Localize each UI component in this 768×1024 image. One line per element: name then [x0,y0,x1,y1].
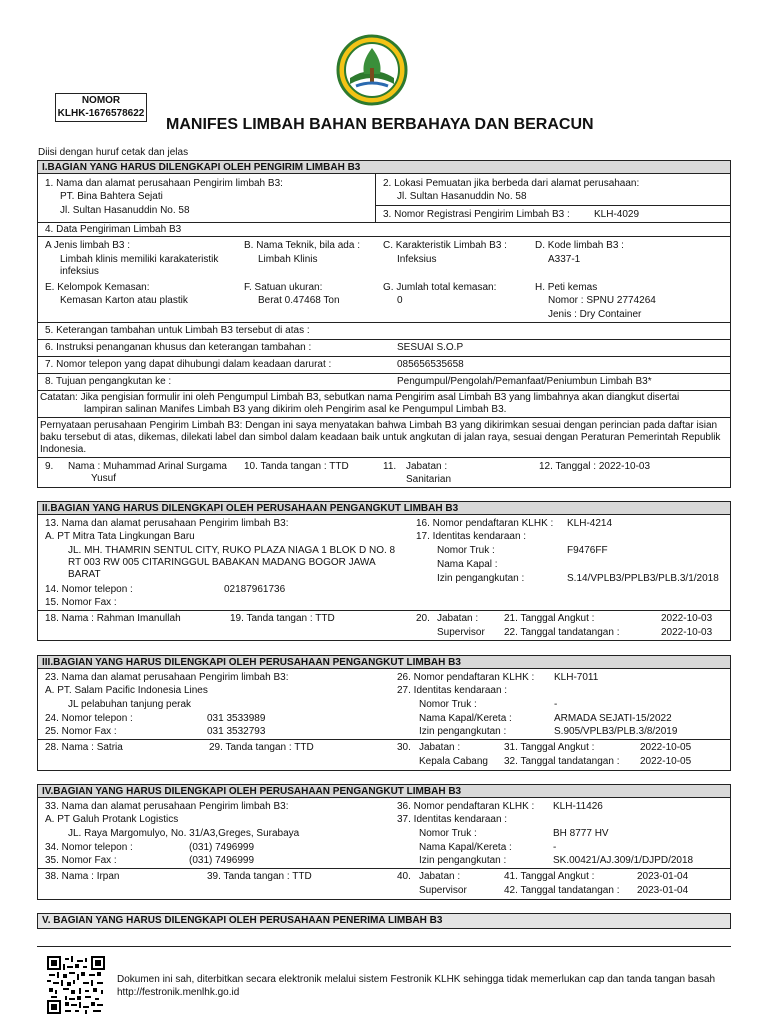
qr-code-icon [47,956,105,1014]
section-3-heading: III.BAGIAN YANG HARUS DILENGKAPI OLEH PERUSAHAAN PENGANGKUT LIMBAH B3 [37,655,731,669]
s2-n18: 18. Nama : Rahman Imanullah [45,613,181,624]
s3-n25-label: 25. Nomor Fax : [45,726,117,737]
s3-n30-num: 30. [397,742,411,753]
s1-n11-value: Sanitarian [406,474,452,485]
s3-izin-value: S.905/VPLB3/PLB.3/8/2019 [554,726,678,737]
s3-n31-value: 2022-10-05 [640,742,692,753]
s2-n14-label: 14. Nomor telepon : [45,584,133,595]
s3-truk-value: - [554,699,558,710]
s1-h-jenis: Jenis : Dry Container [548,309,642,320]
s1-item3-value: KLH-4029 [594,209,640,220]
s2-n19: 19. Tanda tangan : TTD [230,613,335,624]
s1-n9-num: 9. [45,461,54,472]
s2-n21-value: 2022-10-03 [661,613,713,624]
s1-d-value: A337-1 [548,254,581,265]
s3-n24-label: 24. Nomor telepon : [45,713,133,724]
s4-n38: 38. Nama : Irpan [45,871,120,882]
s4-n42: 42. Tanggal tandatangan : [504,885,620,896]
s1-item1-name: PT. Bina Bahtera Sejati [60,191,163,202]
s3-izin-label: Izin pengangkutan : [419,726,507,737]
s3-n32-value: 2022-10-05 [640,756,692,767]
s1-c-label: C. Karakteristik Limbah B3 : [383,240,507,251]
klhk-emblem-icon [336,34,408,106]
section-1-heading: I.BAGIAN YANG HARUS DILENGKAPI OLEH PENGIRIM LIMBAH B3 [37,160,731,174]
s4-n40-value: Supervisor [419,885,467,896]
s1-statement: Pernyataan perusahaan Pengirim Limbah B3: Dengan ini saya menyatakan bahwa Limbah B3 yang dikirimkan sesuai dengan perincian pada daftar isian baku tersebut di atas, dikemas, dilekati label dan simbol dalam keadaan baik untuk angkutan di jalan raya, sesuai dengan Peraturan Pemerintah Republik Indonesia. [40,420,721,455]
s1-item7-value: 085656535658 [397,359,464,370]
s1-b-value: Limbah Klinis [258,254,318,265]
s1-g-label: G. Jumlah total kemasan: [383,282,497,293]
s3-company-name: A. PT. Salam Pacific Indonesia Lines [45,685,208,696]
s1-h-label: H. Peti kemas [535,282,598,293]
s2-izin-label: Izin pengangkutan : [437,573,525,584]
s4-n39: 39. Tanda tangan : TTD [207,871,312,882]
s3-company-address: JL pelabuhan tanjung perak [68,699,192,710]
s4-n41: 41. Tanggal Angkut : [504,871,595,882]
s1-item8-value: Pengumpul/Pengolah/Pemanfaat/Peniumbun Limbah B3* [397,376,652,387]
s4-company-address: JL. Raya Margomulyo, No. 31/A3,Greges, Surabaya [68,828,300,839]
s3-n27-label: 27. Identitas kendaraan : [397,685,508,696]
s4-n41-value: 2023-01-04 [637,871,689,882]
nomor-value: KLHK-1676578622 [57,108,145,119]
s4-n35-value: (031) 7496999 [189,855,255,866]
s1-n9-name-line1: Nama : Muhammad Arinal Surgama [68,461,227,472]
s4-truk-label: Nomor Truk : [419,828,477,839]
s4-n36-value: KLH-11426 [553,801,603,812]
s2-kapal-label: Nama Kapal : [437,559,498,570]
nomor-label: NOMOR [81,95,121,106]
s1-f-label: F. Satuan ukuran: [244,282,323,293]
s1-item3-label: 3. Nomor Registrasi Pengirim Limbah B3 : [383,209,570,220]
s2-n16-value: KLH-4214 [567,518,613,529]
s2-n21: 21. Tanggal Angkut : [504,613,595,624]
s2-n13: 13. Nama dan alamat perusahaan Pengirim limbah B3: [45,518,289,529]
s3-n23: 23. Nama dan alamat perusahaan Pengirim limbah B3: [45,672,289,683]
s1-item1-address: Jl. Sultan Hasanuddin No. 58 [60,205,190,216]
s4-n33: 33. Nama dan alamat perusahaan Pengirim limbah B3: [45,801,289,812]
section-2-heading: II.BAGIAN YANG HARUS DILENGKAPI OLEH PERUSAHAAN PENGANGKUT LIMBAH B3 [37,501,731,515]
s3-kapal-value: ARMADA SEJATI-15/2022 [554,713,672,724]
page-title: MANIFES LIMBAH BAHAN BERBAHAYA DAN BERACUN [166,116,594,133]
s3-n30-label: Jabatan : [419,742,461,753]
s1-catatan-line1: Catatan: Jika pengisian formulir ini oleh Pengumpul Limbah B3, sebutkan nama Pengirim asal Limbah B3 yang limbahnya akan diangkut disertai [40,392,680,403]
s3-n24-value: 031 3533989 [207,713,266,724]
s1-item1-label: 1. Nama dan alamat perusahaan Pengirim limbah B3: [45,178,283,189]
s1-item7-label: 7. Nomor telepon yang dapat dihubungi dalam keadaan darurat : [45,359,332,370]
s1-n11-label: Jabatan : [406,461,448,472]
s3-n29: 29. Tanda tangan : TTD [209,742,314,753]
s4-n35-label: 35. Nomor Fax : [45,855,117,866]
s3-n32: 32. Tanggal tandatangan : [504,756,620,767]
s2-n14-value: 02187961736 [224,584,286,595]
s1-e-label: E. Kelompok Kemasan: [45,282,150,293]
s1-item6-value: SESUAI S.O.P [397,342,464,353]
s2-n22: 22. Tanggal tandatangan : [504,627,620,638]
s3-n25-value: 031 3532793 [207,726,266,737]
s4-kapal-label: Nama Kapal/Kereta : [419,842,512,853]
s4-n40-num: 40. [397,871,411,882]
nomor-box [55,93,147,122]
footer-text: Dokumen ini sah, diterbitkan secara elektronik melalui sistem Festronik KLHK sehingga tidak memerlukan cap dan tanda tangan basah http://festronik.menlhk.go.id [117,974,716,998]
s1-item2-label: 2. Lokasi Pemuatan jika berbeda dari alamat perusahaan: [383,178,640,189]
s4-kapal-value: - [553,842,557,853]
s4-izin-label: Izin pengangkutan : [419,855,507,866]
s2-n20-value: Supervisor [437,627,485,638]
s1-a-value: Limbah klinis memiliki karakateristik infeksius [60,254,219,277]
s1-catatan-line2: lampiran salinan Manifes Limbah B3 yang dikirim oleh Pengirim asal ke Pengumpul Limbah B3. [84,404,507,415]
s3-n28: 28. Nama : Satria [45,742,123,753]
s2-n22-value: 2022-10-03 [661,627,713,638]
s1-e-value: Kemasan Karton atau plastik [60,295,188,306]
s3-truk-label: Nomor Truk : [419,699,477,710]
qr-code [47,956,105,1014]
s1-h-nomor: Nomor : SPNU 2774264 [548,295,656,306]
s1-c-value: Infeksius [397,254,437,265]
s1-n11-num: 11. [383,461,397,472]
s1-item5-label: 5. Keterangan tambahan untuk Limbah B3 tersebut di atas : [45,325,310,336]
s1-d-label: D. Kode limbah B3 : [535,240,624,251]
s3-n26-value: KLH-7011 [554,672,599,683]
s4-company-name: A. PT Galuh Protank Logistics [45,814,179,825]
s2-truk-label: Nomor Truk : [437,545,495,556]
s4-n40-label: Jabatan : [419,871,461,882]
s2-company-name: A. PT Mitra Tata Lingkungan Baru [45,531,195,542]
s4-truk-value: BH 8777 HV [553,828,609,839]
s4-n37-label: 37. Identitas kendaraan : [397,814,508,825]
s2-n20-num: 20. [416,613,430,624]
section-4-heading: IV.BAGIAN YANG HARUS DILENGKAPI OLEH PERUSAHAAN PENGANGKUT LIMBAH B3 [37,784,731,798]
s2-n15-label: 15. Nomor Fax : [45,597,117,608]
klhk-logo [336,34,408,106]
s3-n30-value: Kepala Cabang [419,756,488,767]
s4-n42-value: 2023-01-04 [637,885,689,896]
s2-izin-value: S.14/VPLB3/PPLB3/PLB.3/1/2018 [567,573,719,584]
s1-n10: 10. Tanda tangan : TTD [244,461,349,472]
s2-truk-value: F9476FF [567,545,608,556]
section-5-heading: V. BAGIAN YANG HARUS DILENGKAPI OLEH PERUSAHAAN PENERIMA LIMBAH B3 [37,913,731,929]
s1-item6-label: 6. Instruksi penanganan khusus dan keterangan tambahan : [45,342,312,353]
s2-company-address: JL. MH. THAMRIN SENTUL CITY, RUKO PLAZA NIAGA 1 BLOK D NO. 8 RT 003 RW 005 CITARINGGUL BABAKAN MADANG BOGOR JAWA BARAT [68,545,396,580]
s4-izin-value: SK.00421/AJ.309/1/DJPD/2018 [553,855,694,866]
s4-n36-label: 36. Nomor pendaftaran KLHK : [397,801,535,812]
s2-n16-label: 16. Nomor pendaftaran KLHK : [416,518,554,529]
instruction-text: Diisi dengan huruf cetak dan jelas [38,147,189,158]
s4-n34-value: (031) 7496999 [189,842,255,853]
s1-n9-name-line2: Yusuf [91,473,117,484]
s2-n20-label: Jabatan : [437,613,479,624]
s4-n34-label: 34. Nomor telepon : [45,842,133,853]
s3-n31: 31. Tanggal Angkut : [504,742,595,753]
s1-item8-label: 8. Tujuan pengangkutan ke : [45,376,172,387]
s3-n26-label: 26. Nomor pendaftaran KLHK : [397,672,535,683]
s1-f-value: Berat 0.47468 Ton [258,295,340,306]
s3-kapal-label: Nama Kapal/Kereta : [419,713,512,724]
s1-n12: 12. Tanggal : 2022-10-03 [539,461,651,472]
s1-g-value: 0 [397,295,403,306]
s1-a-label: A Jenis limbah B3 : [45,240,131,251]
s1-b-label: B. Nama Teknik, bila ada : [244,240,360,251]
s1-item4-label: 4. Data Pengiriman Limbah B3 [45,224,182,235]
s2-n17-label: 17. Identitas kendaraan : [416,531,527,542]
s1-item2-value: Jl. Sultan Hasanuddin No. 58 [397,191,527,202]
